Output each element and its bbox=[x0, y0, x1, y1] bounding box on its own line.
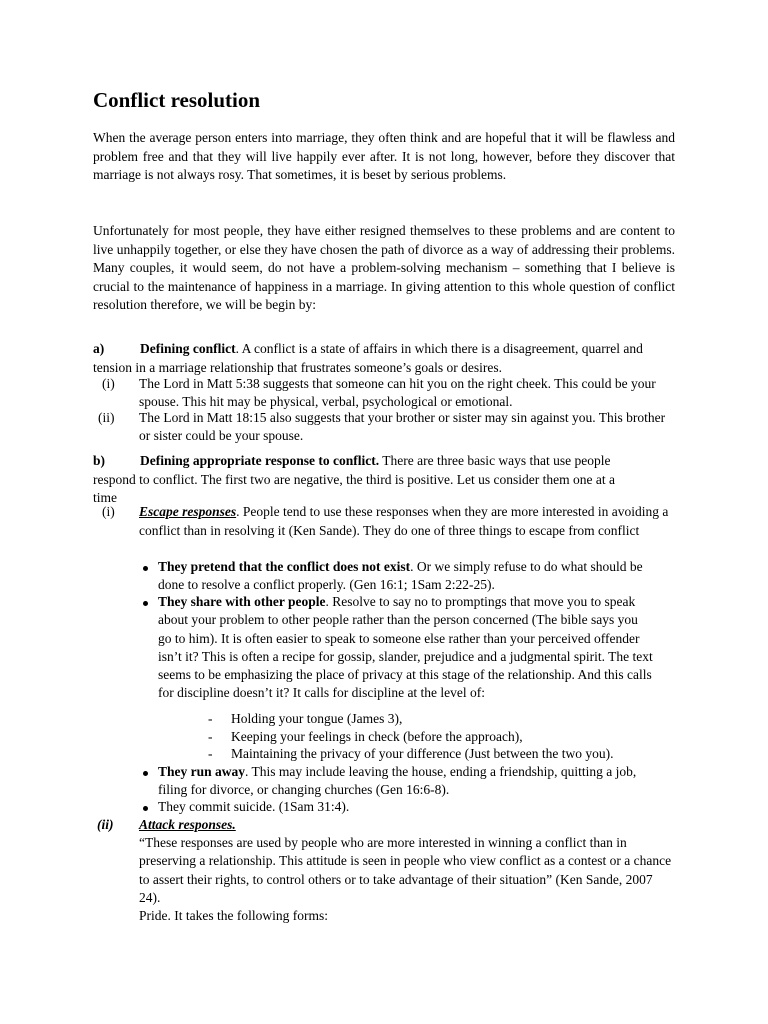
section-b-marker: b) bbox=[93, 453, 106, 468]
intro-paragraph-2: Unfortunately for most people, they have either resigned themselves to these problems and are content to live unhappily together, or else they have chosen the path of divorce as a way of addressing their problems. Many couples, it would seem, do not have a problem-solving mechanism – something that I believe is crucial to the maintenance of happiness in a marriage. In giving attention to this whole question of conflict resolution therefore, we will be begin by: bbox=[93, 223, 675, 312]
attack-responses-heading: Attack responses. bbox=[139, 817, 236, 832]
bullet-icon bbox=[143, 806, 148, 811]
section-b-heading: Defining appropriate response to conflict. bbox=[140, 453, 380, 468]
section-a-heading: Defining conflict bbox=[140, 341, 236, 356]
discipline-item-1: Holding your tongue (James 3), bbox=[231, 711, 403, 726]
escape-responses-heading: Escape responses bbox=[139, 504, 237, 519]
escape-bullet-1: They pretend that the conflict does not exist. Or we simply refuse to do what should be done to resolve a conflict properly. (Gen 16:1; 1Sam 2:22-25). bbox=[158, 559, 643, 593]
attack-responses-marker: (ii) bbox=[97, 817, 114, 832]
discipline-item-2: Keeping your feelings in check (before the approach), bbox=[231, 729, 523, 744]
section-a-item-2: The Lord in Matt 18:15 also suggests that your brother or sister may sin against you. This brother or sister could be your spouse. bbox=[139, 410, 666, 444]
dash-marker: - bbox=[208, 729, 213, 744]
discipline-item-3: Maintaining the privacy of your difference (Just between the two you). bbox=[231, 746, 614, 761]
section-a-marker: a) bbox=[93, 341, 105, 356]
bullet-icon bbox=[143, 771, 148, 776]
section-a-paragraph bbox=[93, 340, 653, 377]
attack-responses-quote: “These responses are used by people who are more interested in winning a conflict than in preserving a relationship. This attitude is seen in people who view conflict as a contest or a chance to assert their rights, to control others or to take advantage of their situation” (Ken Sande, 2007 24). bbox=[139, 835, 672, 905]
pride-line: Pride. It takes the following forms: bbox=[139, 908, 328, 923]
escape-bullet-2: They share with other people. Resolve to say no to promptings that move you to speak about your problem to other people rather than the person concerned (The bible says you go to him). It is often easier to speak to someone else rather than your perceived offender isn’t it? This is often a recipe for gossip, slander, prejudice and a judgmental spirit. The text seems to be emphasizing the place of privacy at this stage of the relationship. And this calls for discipline doesn’t it? It calls for discipline at the level of: bbox=[158, 594, 653, 701]
bullet-icon bbox=[143, 566, 148, 571]
section-a-item-2-marker: (ii) bbox=[98, 410, 115, 425]
dash-marker: - bbox=[208, 746, 213, 761]
escape-bullet-4: They commit suicide. (1Sam 31:4). bbox=[158, 799, 350, 814]
section-a-text: . A conflict is a state of affairs in which there is a disagreement, quarrel and tension in a marriage relationship that frustrates someone’s goals or desires. bbox=[93, 341, 643, 375]
escape-bullet-3: They run away. This may include leaving the house, ending a friendship, quitting a job, filing for divorce, or changing churches (Gen 16:6-8). bbox=[158, 764, 637, 798]
bullet-icon bbox=[143, 601, 148, 606]
page-title: Conflict resolution bbox=[93, 88, 261, 112]
escape-responses-paragraph bbox=[139, 502, 669, 540]
section-b-text: There are three basic ways that use people respond to conflict. The first two are negative, the third is positive. Let us consider them one at a time bbox=[93, 453, 615, 505]
dash-marker: - bbox=[208, 711, 213, 726]
section-b-paragraph bbox=[93, 452, 638, 508]
section-a-item-1: The Lord in Matt 5:38 suggests that someone can hit you on the right cheek. This could be your spouse. This hit may be physical, verbal, psychological or emotional. bbox=[139, 376, 656, 410]
escape-responses-text: . People tend to use these responses when they are more interested in avoiding a conflict than in resolving it (Ken Sande). They do one of three things to escape from conflict bbox=[139, 504, 669, 538]
escape-responses-marker: (i) bbox=[102, 504, 115, 519]
section-a-item-1-marker: (i) bbox=[102, 376, 115, 391]
intro-paragraph-1: When the average person enters into marriage, they often think and are hopeful that it will be flawless and problem free and that they will live happily ever after. It is not long, however, before they discover that marriage is not always rosy. That sometimes, it is beset by serious problems. bbox=[93, 130, 675, 182]
